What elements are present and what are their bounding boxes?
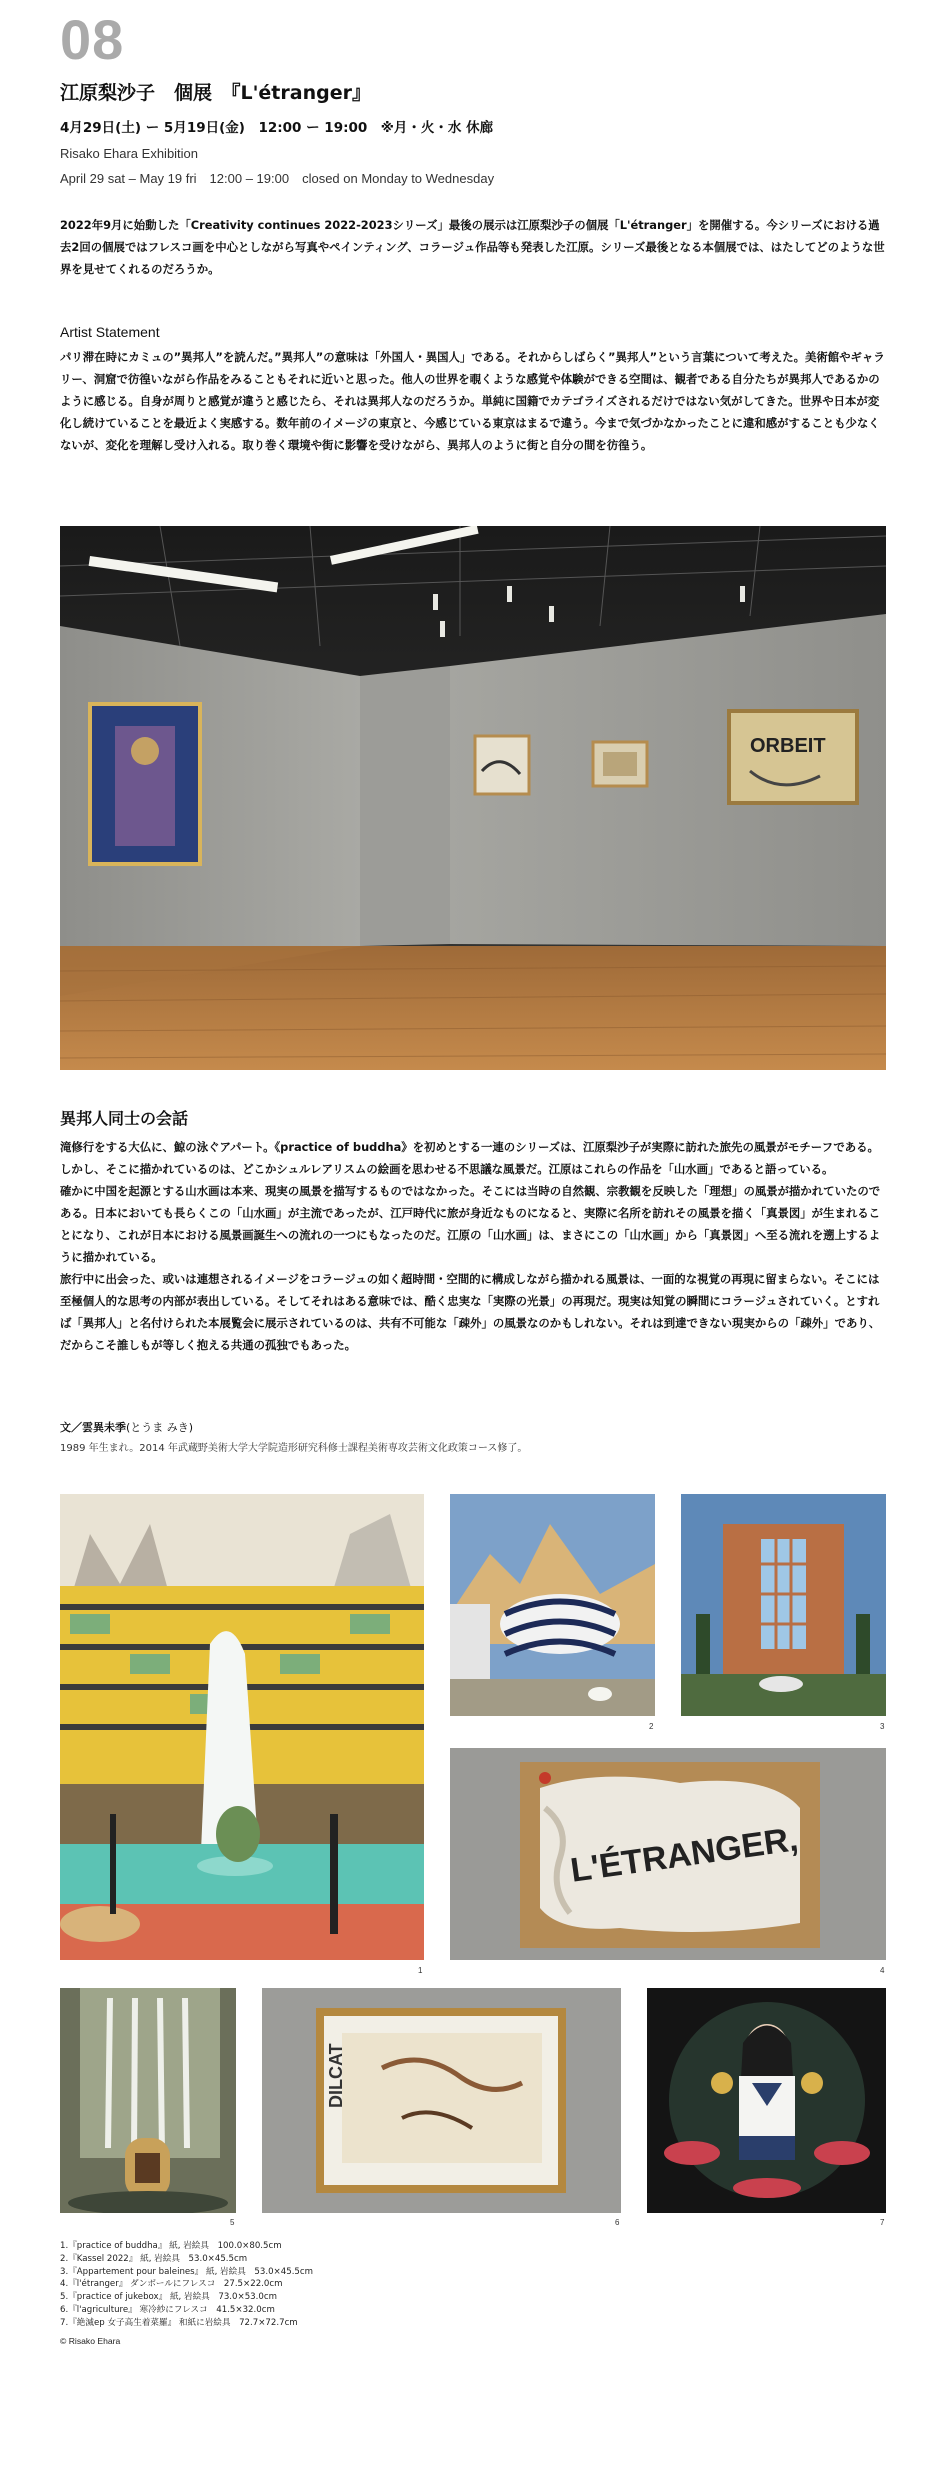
artwork-3-image <box>681 1494 886 1716</box>
artwork-caption-list <box>60 2240 313 2330</box>
artwork-caption: 7.『絶滅ep 女子高生着菜羅』 和紙に岩絵具 72.7×72.7cm <box>60 2317 298 2328</box>
artwork-1-image <box>60 1494 424 1960</box>
artwork-7-number: 7 <box>880 2218 885 2227</box>
artwork-4-number: 4 <box>880 1966 885 1975</box>
cardboard-text: L'ÉTRANGER, <box>568 1820 801 1890</box>
author-bio: 1989 年生まれ。2014 年武蔵野美術大学大学院造形研究科修士課程美術専攻芸術文化政策コース修了。 <box>60 1443 528 1454</box>
gallery-sign-text: ORBEIT <box>750 735 826 757</box>
essay-paragraph: 滝修行をする大仏に、鯨の泳ぐアパート。《practice of buddha》を初めとする一連のシリーズは、江原梨沙子が実際に訪れた旅先の風景がモチーフである。しかし、そこに描かれているのは、どこかシュルレアリスムの絵画を思わせる不思議な風景だ。江原はこれらの作品を「山水画」であると語っている。 <box>60 1140 879 1176</box>
exhibition-title: 江原梨沙子 個展 『L'étranger』 <box>60 82 371 104</box>
artwork-4-image <box>450 1748 886 1960</box>
intro-paragraph: 2022年9月に始動した「Creativity continues 2022-2023シリーズ」最後の展示は江原梨沙子の個展「L'étranger」を開催する。今シリーズにおける過去2回の個展ではフレスコ画を中心としながら写真やペインティング、コラージュ作品等も発表した江原。シリーズ最後となる本個展では、はたしてどのような世界を見せてくれるのだろうか。 <box>60 218 885 276</box>
artwork-caption: 2.『Kassel 2022』 紙, 岩絵具 53.0×45.5cm <box>60 2253 248 2264</box>
author-kana: (とうま みき) <box>126 1421 194 1434</box>
artwork-5-number: 5 <box>230 2218 235 2227</box>
artwork-1-number: 1 <box>418 1966 423 1975</box>
essay-body <box>60 1136 885 1356</box>
exhibition-date-en: April 29 sat – May 19 fri 12:00 – 19:00 closed on Monday to Wednesday <box>60 171 495 186</box>
artwork-6-number: 6 <box>615 2218 620 2227</box>
essay-author <box>60 1419 193 1435</box>
artwork-caption: 3.『Appartement pour baleines』 紙, 岩絵具 53.0×45.5cm <box>60 2266 313 2277</box>
gallery-installation-photo <box>60 526 886 1070</box>
exhibition-title-en: Risako Ehara Exhibition <box>60 146 199 161</box>
copyright-notice: © Risako Ehara <box>60 2336 121 2346</box>
artwork-caption: 6.『l'agriculture』 寒冷紗にフレスコ 41.5×32.0cm <box>60 2304 275 2315</box>
exhibition-date-jp: 4月29日(土) ー 5月19日(金) 12:00 ー 19:00 ※月・火・水 休廊 <box>60 120 494 136</box>
artwork-2-number: 2 <box>649 1722 654 1731</box>
artwork-caption: 1.『practice of buddha』 紙, 岩絵具 100.0×80.5cm <box>60 2241 282 2251</box>
essay-paragraph: 確かに中国を起源とする山水画は本来、現実の風景を描写するものではなかった。そこには当時の自然観、宗教観を反映した「理想」の風景が描かれていたのである。日本においても長らくこの「山水画」が主流であったが、江戸時代に旅が身近なものになると、実際に名所を訪れその風景を描く「真景図」が生まれることになり、これが日本における風景画誕生への流れの一つにもなったのだ。江原の「山水画」は、まさにこの「山水画」から「真景図」へ至る流れを遡上するように描かれている。 <box>60 1184 881 1264</box>
artwork-3-number: 3 <box>880 1722 885 1731</box>
essay-heading: 異邦人同士の会話 <box>60 1109 189 1128</box>
artwork-caption: 5.『practice of jukebox』 紙, 岩絵具 73.0×53.0cm <box>60 2292 277 2303</box>
statement-body: パリ滞在時にカミュの”異邦人”を読んだ。”異邦人”の意味は「外国人・異国人」である。それからしばらく”異邦人”という言葉について考えた。美術館やギャラリー、洞窟で彷徨いながら作品をみることもそれに近いと思った。他人の世界を覗くような感覚や体験ができる空間は、観者である自分たちが異邦人であるかのように感じる。自身が周りと感覚が違うと感じたら、それは異邦人なのだろうか。単純に国籍でカテゴライズされるだけではない気がしてきた。世界や日本が変化し続けていることを最近よく実感する。数年前のイメージの東京と、今感じている東京はまるで違う。今まで気づかなかったことに違和感がすることも少なくないが、変化を理解し受け入れる。取り巻く環境や街に影響を受けながら、異邦人のように街と自分の間を彷徨う。 <box>60 350 885 452</box>
essay-paragraph: 旅行中に出会った、或いは連想されるイメージをコラージュの如く超時間・空間的に構成しながら描かれる風景は、一面的な視覚の再現に留まらない。そこには至極個人的な思考の内部が表出している。そしてそれはある意味では、酷く忠実な「実際の光景」の再現だ。現実は知覚の瞬間にコラージュされていく。とすれば「異邦人」と名付けられた本展覧会に展示されているのは、共有不可能な「疎外」の風景なのかもしれない。それは到達できない現実からの「疎外」であり、だからこそ誰しもが等しく抱える共通の孤独でもあった。 <box>60 1272 881 1352</box>
artwork-5-image <box>60 1988 236 2213</box>
artwork-7-image <box>647 1988 886 2213</box>
frame6-text: DILCAT <box>326 2043 346 2108</box>
statement-heading: Artist Statement <box>60 324 160 340</box>
author-name: 文／雲異未季 <box>60 1421 126 1434</box>
artwork-caption: 4.『l'étranger』 ダンボールにフレスコ 27.5×22.0cm <box>60 2279 283 2290</box>
exhibition-number: 08 <box>60 8 125 71</box>
artwork-6-image <box>262 1988 621 2213</box>
artwork-2-image <box>450 1494 655 1716</box>
